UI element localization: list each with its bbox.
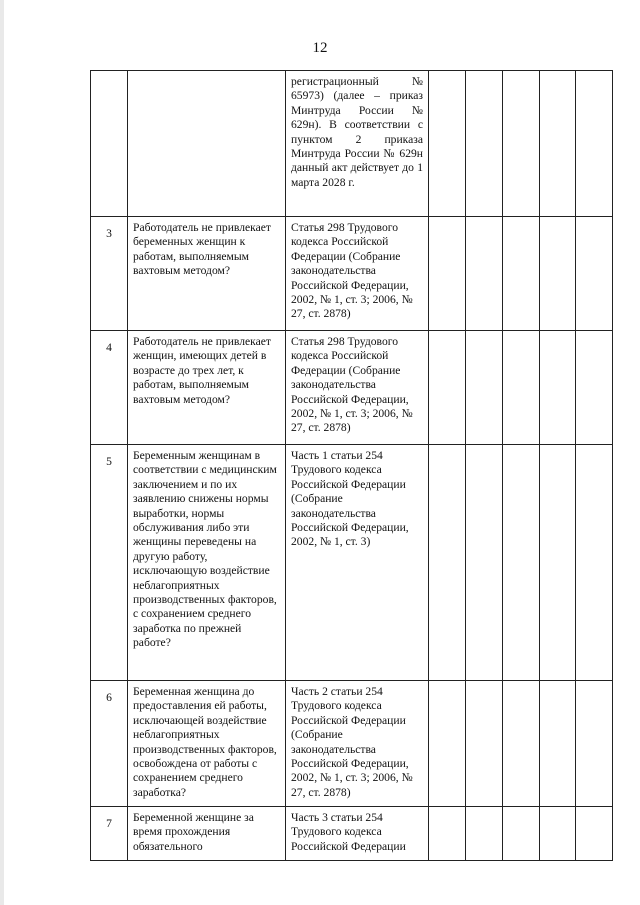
- legal-basis-cell: Часть 3 статьи 254 Трудового кодекса Российской Федерации: [286, 807, 429, 861]
- answer-cell[interactable]: [576, 807, 613, 861]
- table-row: [91, 331, 613, 445]
- answer-cell[interactable]: [540, 807, 576, 861]
- table-row: [91, 71, 613, 217]
- scan-edge: [0, 0, 4, 905]
- answer-cell[interactable]: [466, 217, 503, 331]
- answer-cell[interactable]: [576, 445, 613, 681]
- legal-basis-cell: регистрационный № 65973) (далее – приказ Минтруда России № 629н). В соответствии с пунктом 2 приказа Минтруда России № 629н данный акт действует до 1 марта 2028 г.: [286, 71, 429, 217]
- question-cell: Беременная женщина до предоставления ей работы, исключающей воздействие неблагоприятных производственных факторов, освобождена от работы с сохранением среднего заработка?: [128, 681, 286, 807]
- legal-basis-cell: Часть 2 статьи 254 Трудового кодекса Российской Федерации (Собрание законодательства Российской Федерации, 2002, № 1, ст. 3; 2006, № 27, ст. 2878): [286, 681, 429, 807]
- answer-cell[interactable]: [576, 331, 613, 445]
- answer-cell[interactable]: [576, 71, 613, 217]
- table-row: [91, 445, 613, 681]
- answer-cell[interactable]: [540, 445, 576, 681]
- answer-cell[interactable]: [429, 71, 466, 217]
- answer-cell[interactable]: [429, 681, 466, 807]
- answer-cell[interactable]: [429, 445, 466, 681]
- legal-basis-cell: Часть 1 статьи 254 Трудового кодекса Российской Федерации (Собрание законодательства Российской Федерации, 2002, № 1, ст. 3): [286, 445, 429, 681]
- row-number: 4: [91, 331, 128, 445]
- table-row: [91, 681, 613, 807]
- answer-cell[interactable]: [429, 807, 466, 861]
- table-row: [91, 807, 613, 861]
- answer-cell[interactable]: [540, 217, 576, 331]
- answer-cell[interactable]: [466, 71, 503, 217]
- answer-cell[interactable]: [466, 681, 503, 807]
- answer-cell[interactable]: [540, 681, 576, 807]
- legal-basis-cell: Статья 298 Трудового кодекса Российской Федерации (Собрание законодательства Российской Федерации, 2002, № 1, ст. 3; 2006, № 27, ст. 2878): [286, 217, 429, 331]
- page-number: 12: [312, 40, 328, 56]
- answer-cell[interactable]: [540, 71, 576, 217]
- row-number: 7: [91, 807, 128, 861]
- answer-cell[interactable]: [540, 331, 576, 445]
- answer-cell[interactable]: [466, 331, 503, 445]
- question-cell: Работодатель не привлекает беременных женщин к работам, выполняемым вахтовым методом?: [128, 217, 286, 331]
- row-number: 5: [91, 445, 128, 681]
- question-cell: Беременным женщинам в соответствии с медицинским заключением и по их заявлению снижены нормы выработки, нормы обслуживания либо эти женщины переведены на другую работу, исключающую воздействие неблагоприятных производственных факторов, с сохранением среднего заработка по прежней работе?: [128, 445, 286, 681]
- answer-cell[interactable]: [576, 681, 613, 807]
- row-number: [91, 71, 128, 217]
- answer-cell[interactable]: [503, 217, 540, 331]
- answer-cell[interactable]: [503, 331, 540, 445]
- answer-cell[interactable]: [466, 445, 503, 681]
- answer-cell[interactable]: [429, 331, 466, 445]
- checklist-table: [90, 70, 613, 861]
- question-cell: Работодатель не привлекает женщин, имеющих детей в возрасте до трех лет, к работам, выполняемым вахтовым методом?: [128, 331, 286, 445]
- row-number: 3: [91, 217, 128, 331]
- answer-cell[interactable]: [503, 445, 540, 681]
- table-row: [91, 217, 613, 331]
- question-cell: [128, 71, 286, 217]
- answer-cell[interactable]: [503, 681, 540, 807]
- question-cell: Беременной женщине за время прохождения обязательного: [128, 807, 286, 861]
- legal-basis-cell: Статья 298 Трудового кодекса Российской Федерации (Собрание законодательства Российской Федерации, 2002, № 1, ст. 3; 2006, № 27, ст. 2878): [286, 331, 429, 445]
- answer-cell[interactable]: [466, 807, 503, 861]
- answer-cell[interactable]: [503, 807, 540, 861]
- answer-cell[interactable]: [429, 217, 466, 331]
- answer-cell[interactable]: [503, 71, 540, 217]
- answer-cell[interactable]: [576, 217, 613, 331]
- row-number: 6: [91, 681, 128, 807]
